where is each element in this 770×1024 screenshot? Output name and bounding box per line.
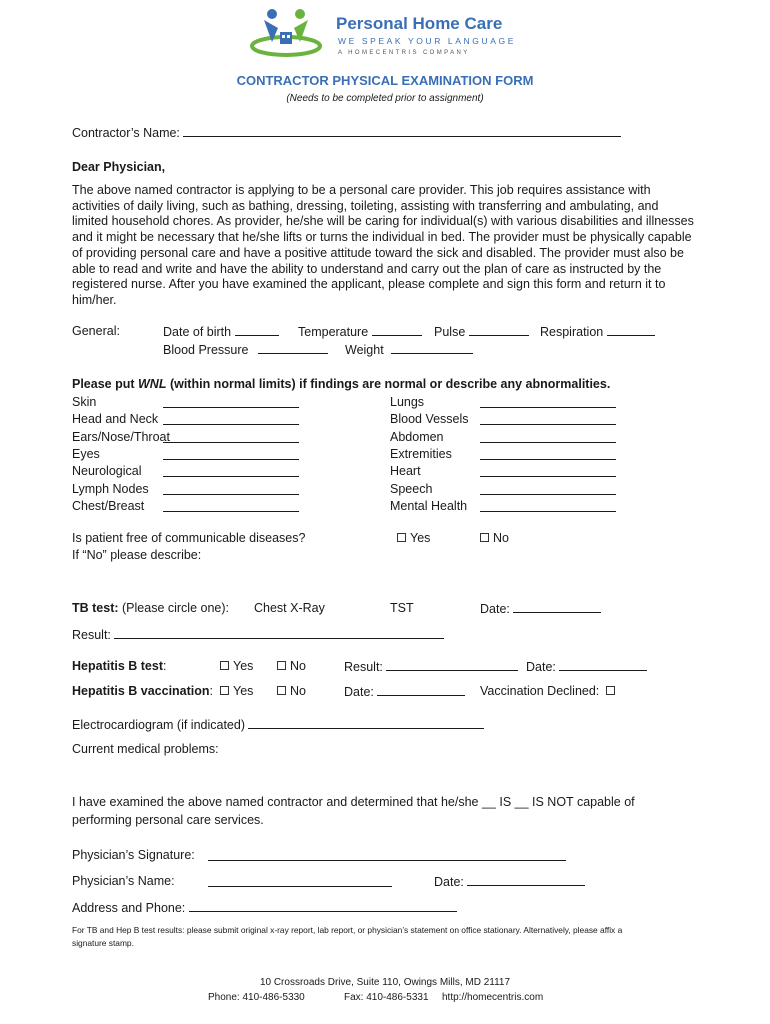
findings-right-field[interactable] (480, 395, 616, 408)
tb-tst[interactable]: TST (390, 601, 414, 615)
pulse-field[interactable] (469, 323, 529, 336)
blood-pressure-label: Blood Pressure (163, 343, 249, 357)
findings-right-label: Lungs (390, 395, 425, 409)
tb-label: TB test: (72, 601, 119, 615)
findings-right-field[interactable] (480, 464, 616, 477)
findings-right-label: Abdomen (390, 430, 444, 444)
findings-right-label: Mental Health (390, 499, 468, 513)
ekg-field[interactable] (248, 716, 484, 729)
findings-left-label: Head and Neck (72, 412, 159, 426)
general-label: General: (72, 324, 120, 338)
communicable-yes[interactable]: Yes (397, 530, 430, 546)
findings-left-field[interactable] (163, 447, 299, 460)
findings-right-label: Heart (390, 464, 421, 478)
contractor-name-label: Contractor’s Name: (72, 126, 180, 140)
pulse-row (434, 323, 529, 340)
form-title: CONTRACTOR PHYSICAL EXAMINATION FORM (236, 73, 534, 88)
findings-right-field[interactable] (480, 447, 616, 460)
findings-right-field[interactable] (480, 499, 616, 512)
temperature-label: Temperature (298, 325, 369, 339)
logo-company: A HOMECENTRIS COMPANY (338, 50, 470, 56)
blood-pressure-field[interactable] (258, 341, 328, 354)
physician-signature-field[interactable] (208, 848, 566, 861)
tb-date-row (480, 600, 601, 617)
company-logo (250, 8, 516, 60)
hepb-test-yes[interactable]: Yes (220, 658, 253, 674)
footer-fax: Fax: 410-486-5331 (344, 992, 429, 1003)
findings-left-label: Lymph Nodes (72, 482, 149, 496)
address-phone-field[interactable] (189, 899, 457, 912)
footer-address: 10 Crossroads Drive, Suite 110, Owings Mills, MD 21117 (259, 977, 511, 988)
physician-date-field[interactable] (467, 873, 585, 886)
tb-chest-xray[interactable]: Chest X-Ray (254, 601, 325, 615)
tb-circle-label: (Please circle one): (122, 601, 230, 615)
hepb-result-label: Result: (344, 660, 383, 674)
findings-right-field[interactable] (480, 430, 616, 443)
respiration-row (540, 323, 655, 340)
physician-date-row (434, 873, 585, 890)
tb-result-label: Result: (72, 628, 111, 642)
respiration-field[interactable] (607, 323, 655, 336)
weight-label: Weight (345, 343, 384, 357)
hepb-test-no[interactable]: No (277, 658, 306, 674)
findings-right-field[interactable] (480, 482, 616, 495)
hepb-test-label: Hepatitis B test: (72, 659, 167, 673)
temperature-row (298, 323, 422, 340)
findings-left-label: Ears/Nose/Throat (72, 430, 170, 444)
hepb-result-field[interactable] (386, 658, 518, 671)
logo-mark-icon (250, 8, 330, 62)
findings-left-label: Neurological (72, 464, 142, 478)
findings-left-field[interactable] (163, 499, 299, 512)
footer-website[interactable]: http://homecentris.com (442, 992, 544, 1003)
hepb-result-row (344, 658, 518, 675)
checkbox-icon[interactable] (480, 533, 489, 542)
logo-tagline: WE SPEAK YOUR LANGUAGE (338, 36, 516, 46)
hepb-date-row (526, 658, 647, 675)
vaccination-declined[interactable]: Vaccination Declined: (480, 683, 619, 699)
dob-field[interactable] (235, 323, 279, 336)
findings-right-label: Blood Vessels (390, 412, 469, 426)
intro-paragraph: The above named contractor is applying to be a personal care provider. This job requires assistance with activities of daily living, such as bathing, dressing, toileting, assisting with transferring and ambulating, and limited household chores. As provider, he/she will be caring for individual(s) with various disabilities and illnesses and it might be necessary that he/she lifts or turns the individual in bed. The provider must be physically capable of providing personal care and have a positive attitude toward the sick and disabled. The provider must also be able to read and write and have the ability to understand and carry out the plan of care as instructed by the registered nurse. After you have examined the applicant, please complete and sign this form and return it to him/her. (72, 183, 694, 307)
findings-right-label: Extremities (390, 447, 452, 461)
hepb-date-label: Date: (526, 660, 556, 674)
hepb-date-field[interactable] (559, 658, 647, 671)
blood-pressure-row (163, 341, 328, 358)
findings-left-field[interactable] (163, 430, 299, 443)
checkbox-icon[interactable] (606, 686, 615, 695)
hepb-vacc-date-row (344, 683, 465, 700)
hepb-vacc-no[interactable]: No (277, 683, 306, 699)
checkbox-icon[interactable] (220, 686, 229, 695)
findings-right-label: Speech (390, 482, 433, 496)
tb-result-field[interactable] (114, 626, 444, 639)
tb-date-field[interactable] (513, 600, 601, 613)
address-phone-row (72, 899, 457, 916)
dob-label: Date of birth (163, 325, 232, 339)
hepb-vacc-yes[interactable]: Yes (220, 683, 253, 699)
weight-field[interactable] (391, 341, 473, 354)
contractor-name-row (72, 124, 621, 141)
checkbox-icon[interactable] (397, 533, 406, 542)
ekg-row (72, 716, 484, 733)
hepb-vacc-date-label: Date: (344, 685, 374, 699)
physician-date-label: Date: (434, 875, 464, 889)
physician-name-label: Physician’s Name: (72, 874, 175, 888)
communicable-question: Is patient free of communicable diseases? (72, 531, 306, 545)
salutation: Dear Physician, (72, 160, 166, 174)
hepb-vacc-label: Hepatitis B vaccination: (72, 684, 214, 698)
findings-left-label: Chest/Breast (72, 499, 145, 513)
tb-row (72, 600, 229, 616)
dob-row (163, 323, 279, 340)
respiration-label: Respiration (540, 325, 604, 339)
form-subtitle: (Needs to be completed prior to assignment) (286, 93, 484, 104)
contractor-name-field[interactable] (183, 124, 621, 137)
physician-name-field[interactable] (208, 874, 392, 887)
findings-left-field[interactable] (163, 395, 299, 408)
findings-left-label: Skin (72, 395, 97, 409)
findings-left-field[interactable] (163, 464, 299, 477)
address-phone-label: Address and Phone: (72, 901, 186, 915)
communicable-describe: If “No” please describe: (72, 548, 202, 562)
capability-statement-cont: performing personal care services. (72, 813, 264, 827)
findings-left-field[interactable] (163, 482, 299, 495)
submission-note-cont: signature stamp. (72, 938, 134, 948)
logo-brand: Personal Home Care (336, 14, 503, 33)
submission-note: For TB and Hep B test results: please submit original x-ray report, lab report, or physician’s statement on office stationary. Alternatively, please affix a (72, 925, 623, 935)
checkbox-icon[interactable] (277, 686, 286, 695)
communicable-no[interactable]: No (480, 530, 509, 546)
tb-date-label: Date: (480, 602, 510, 616)
hepb-vacc-date-field[interactable] (377, 683, 465, 696)
tb-result-row (72, 626, 444, 643)
weight-row (345, 341, 473, 358)
findings-right-field[interactable] (480, 412, 616, 425)
capability-statement: I have examined the above named contractor and determined that he/she __ IS __ IS NOT capable of (72, 795, 635, 809)
checkbox-icon[interactable] (220, 661, 229, 670)
findings-left-label: Eyes (72, 447, 100, 461)
ekg-label: Electrocardiogram (if indicated) (72, 718, 245, 732)
findings-left-field[interactable] (163, 412, 299, 425)
footer-phone: Phone: 410-486-5330 (208, 992, 305, 1003)
checkbox-icon[interactable] (277, 661, 286, 670)
pulse-label: Pulse (434, 325, 466, 339)
temperature-field[interactable] (372, 323, 422, 336)
current-problems-label: Current medical problems: (72, 742, 219, 756)
findings-heading: Please put WNL (within normal limits) if findings are normal or describe any abnormalities. (72, 377, 611, 391)
physician-signature-label: Physician’s Signature: (72, 848, 195, 862)
